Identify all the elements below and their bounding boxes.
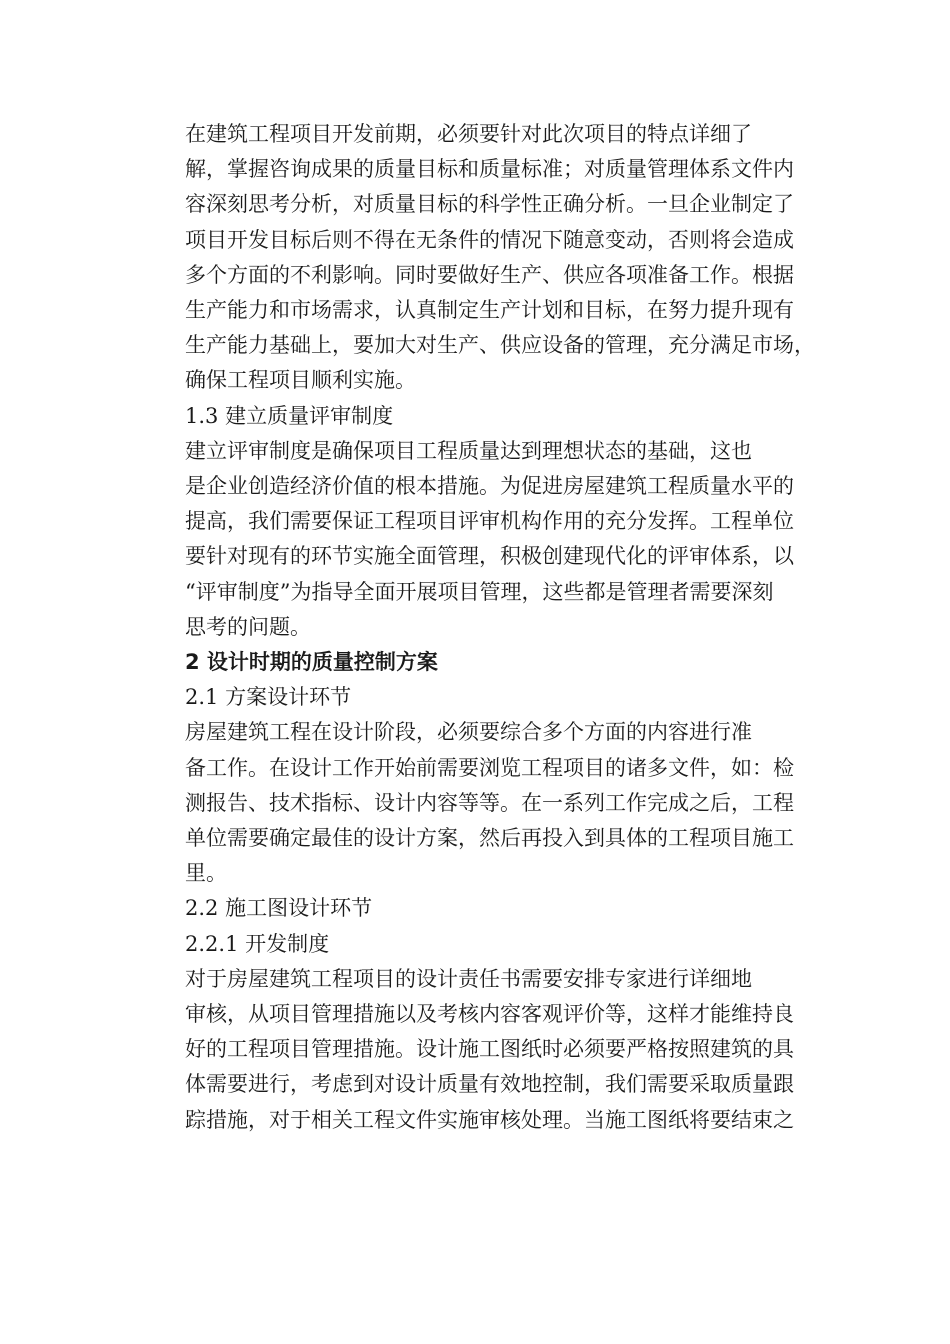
- paragraph-review-system: [143, 434, 823, 645]
- text-line: 里。: [185, 861, 227, 886]
- text-line: 在建筑工程项目开发前期，必须要针对此次项目的特点详细了: [185, 122, 752, 146]
- text-line: 生产能力和市场需求，认真制定生产计划和目标，在努力提升现有: [185, 298, 794, 323]
- section-heading-1-3: 1.3 建立质量评审制度: [185, 403, 394, 428]
- section-heading-2-2-1: 2.2.1 开发制度: [185, 931, 330, 956]
- text-line: 思考的问题。: [185, 614, 311, 639]
- text-line: 审核，从项目管理措施以及考核内容客观评价等，这样才能维持良: [185, 1002, 794, 1027]
- text-line: 房屋建筑工程在设计阶段，必须要综合多个方面的内容进行准: [185, 720, 752, 745]
- text-line: 多个方面的不利影响。同时要做好生产、供应各项准备工作。根据: [185, 262, 794, 287]
- text-line: 生产能力基础上，要加大对生产、供应设备的管理，充分满足市场，: [185, 333, 815, 358]
- text-line: 踪措施，对于相关工程文件实施审核处理。当施工图纸将要结束之: [185, 1107, 794, 1132]
- paragraph-scheme-design: [143, 715, 823, 891]
- section-heading-2-2: 2.2 施工图设计环节: [185, 896, 373, 921]
- document-body: [143, 117, 823, 1138]
- text-line: 建立评审制度是确保项目工程质量达到理想状态的基础，这也: [185, 438, 752, 463]
- text-line: 备工作。在设计工作开始前需要浏览工程项目的诸多文件，如：检: [185, 755, 794, 780]
- text-line: 单位需要确定最佳的设计方案，然后再投入到具体的工程项目施工: [185, 826, 794, 851]
- text-line: 对于房屋建筑工程项目的设计责任书需要安排专家进行详细地: [185, 966, 752, 991]
- text-line: “评审制度”为指导全面开展项目管理，这些都是管理者需要深刻: [185, 579, 774, 604]
- text-line: 要针对现有的环节实施全面管理，积极创建现代化的评审体系，以: [185, 544, 794, 569]
- section-heading-2: 2 设计时期的质量控制方案: [185, 650, 438, 675]
- text-line: 是企业创造经济价值的根本措施。为促进房屋建筑工程质量水平的: [185, 474, 794, 499]
- text-line: 项目开发目标后则不得在无条件的情况下随意变动，否则将会造成: [185, 227, 794, 252]
- section-heading-2-1: 2.1 方案设计环节: [185, 685, 352, 710]
- text-line: 确保工程项目顺利实施。: [185, 368, 416, 393]
- text-line: 解，掌握咨询成果的质量目标和质量标准；对质量管理体系文件内: [185, 157, 794, 182]
- paragraph-development-system: [143, 962, 823, 1138]
- text-line: 好的工程项目管理措施。设计施工图纸时必须要严格按照建筑的具: [185, 1037, 794, 1062]
- text-line: 容深刻思考分析，对质量目标的科学性正确分析。一旦企业制定了: [185, 192, 794, 217]
- paragraph-project-development: [143, 117, 823, 399]
- text-line: 测报告、技术指标、设计内容等等。在一系列工作完成之后，工程: [185, 790, 794, 815]
- text-line: 体需要进行，考虑到对设计质量有效地控制，我们需要采取质量跟: [185, 1072, 794, 1097]
- text-line: 提高，我们需要保证工程项目评审机构作用的充分发挥。工程单位: [185, 509, 794, 534]
